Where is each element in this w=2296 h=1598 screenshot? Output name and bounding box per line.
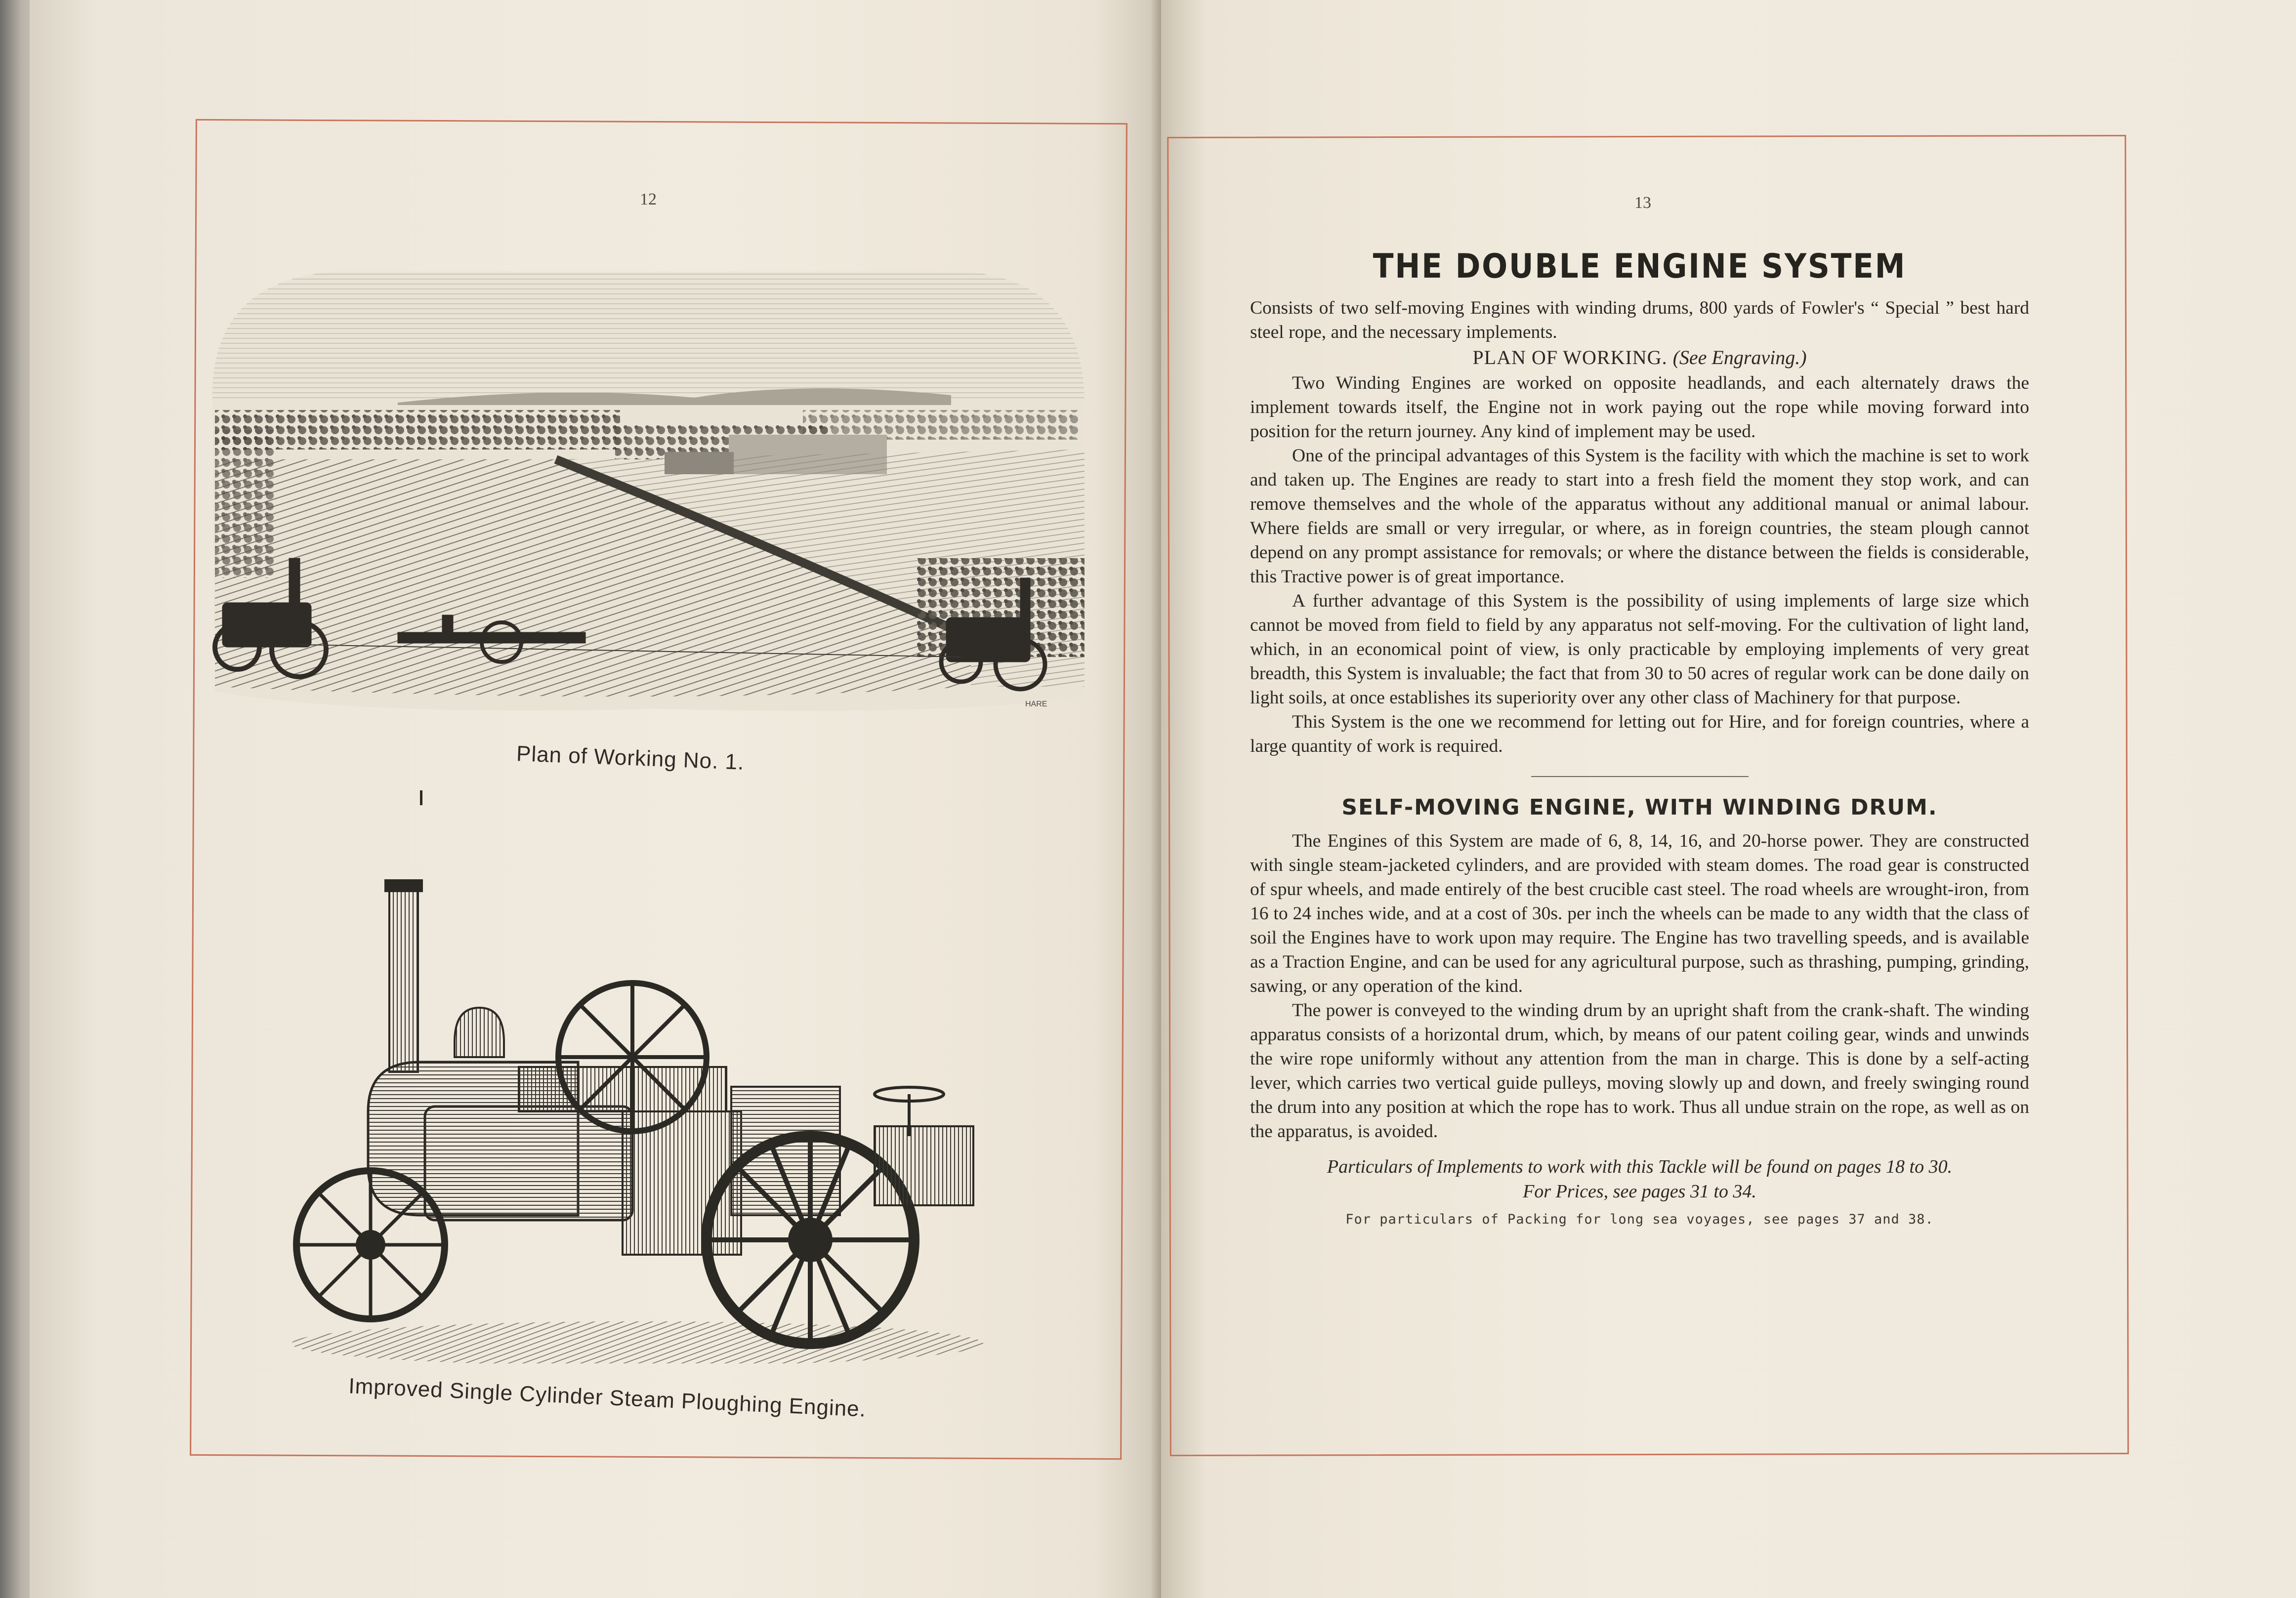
intro-paragraph: Consists of two self-moving Engines with winding drums, 800 yards of Fowler's “ Special ” best hard steel rope, and the necessary implements. <box>1250 298 2029 342</box>
paragraph-2: One of the principal advantages of this System is the facility with which the machine is set to work and taken up. The Engines are ready to start into a fresh field the moment they stop work, and can remove themselves and the whole of the apparatus without any additional manual or animal labour. Where fields are small or very irregular, or where, as in foreign countries, the steam plough cannot depend on any prompt assistance for removals; or where the distance between the fields is considerable, this Tractive power is of great importance. <box>1250 446 2029 587</box>
section-heading: SELF-MOVING ENGINE, WITH WINDING DRUM. <box>1341 795 1938 820</box>
section-divider <box>1531 776 1749 777</box>
paragraph-4: This System is the one we recommend for letting out for Hire, and for foreign countries, where a large quantity of work is required. <box>1250 712 2029 756</box>
section-paragraph-2: The power is conveyed to the winding drum by an upright shaft from the crank-shaft. The winding apparatus consists of a horizontal drum, which, by means of our patent coiling gear, winds and unwinds the wire rope uniformly without any attention from the man in charge. This is done by a self-acting lever, which carries two vertical guide pulleys, moving slowly up and down, and freely swinging round the drum into any position at which the rope has to work. Thus all undue strain on the rope, as well as on the apparatus, is avoided. <box>1250 1000 2029 1142</box>
plan-of-working-engraving <box>210 262 1089 721</box>
caption-steam-ploughing-engine: Improved Single Cylinder Steam Ploughing Engine. <box>348 1374 867 1422</box>
see-engraving-note: (See Engraving.) <box>1672 346 1807 369</box>
paragraph-1: Two Winding Engines are worked on opposite headlands, and each alternately draws the implement towards itself, the Engine not in work paying out the rope while moving forward into position for the return journey. Any kind of implement may be used. <box>1250 373 2029 442</box>
plan-of-working-heading <box>1250 344 2029 371</box>
prices-note: For Prices, see pages 31 to 34. <box>1523 1181 1756 1202</box>
plan-heading-text: PLAN OF WORKING. <box>1472 346 1668 369</box>
page-title: THE DOUBLE ENGINE SYSTEM <box>1373 247 1907 286</box>
right-page-text <box>1250 247 2029 1227</box>
section-paragraph-1: The Engines of this System are made of 6, 8, 14, 16, and 20-horse power. They are constructed with single steam-jacketed cylinders, and are provided with steam domes. The road gear is constructed of spur wheels, and made entirely of the best crucible cast steel. The road wheels are wrought-iron, from 16 to 24 inches wide, and at a cost of 30s. per inch the wheels can be made to any width that the class of soil the Engines have to work upon may require. The Engine has two travelling speeds, and is available as a Traction Engine, and can be used for any agricultural purpose, such as thrashing, pumping, grinding, sawing, or any operation of the kind. <box>1250 831 2029 996</box>
packing-note: For particulars of Packing for long sea voyages, see pages 37 and 38. <box>1345 1212 1934 1227</box>
right-page-number: 13 <box>1634 194 1651 212</box>
implements-note: Particulars of Implements to work with this Tackle will be found on pages 18 to 30. <box>1327 1156 1953 1177</box>
engraver-mark: HARE <box>1025 700 1047 708</box>
steam-ploughing-engine-engraving <box>257 879 1018 1363</box>
left-page-number: 12 <box>640 190 657 208</box>
paragraph-3: A further advantage of this System is the possibility of using implements of large size which cannot be moved from field to field by any apparatus not self-moving. For the cultivation of light land, which, in an economical point of view, is only practicable by employing implements of very great breadth, this System is invaluable; the fact that from 30 to 50 acres of regular work can be done daily on light soils, at once establishes its superiority over any other class of Machinery for that purpose. <box>1250 591 2029 708</box>
caption-plan-of-working: Plan of Working No. 1. <box>516 741 745 775</box>
stray-mark <box>420 790 422 805</box>
